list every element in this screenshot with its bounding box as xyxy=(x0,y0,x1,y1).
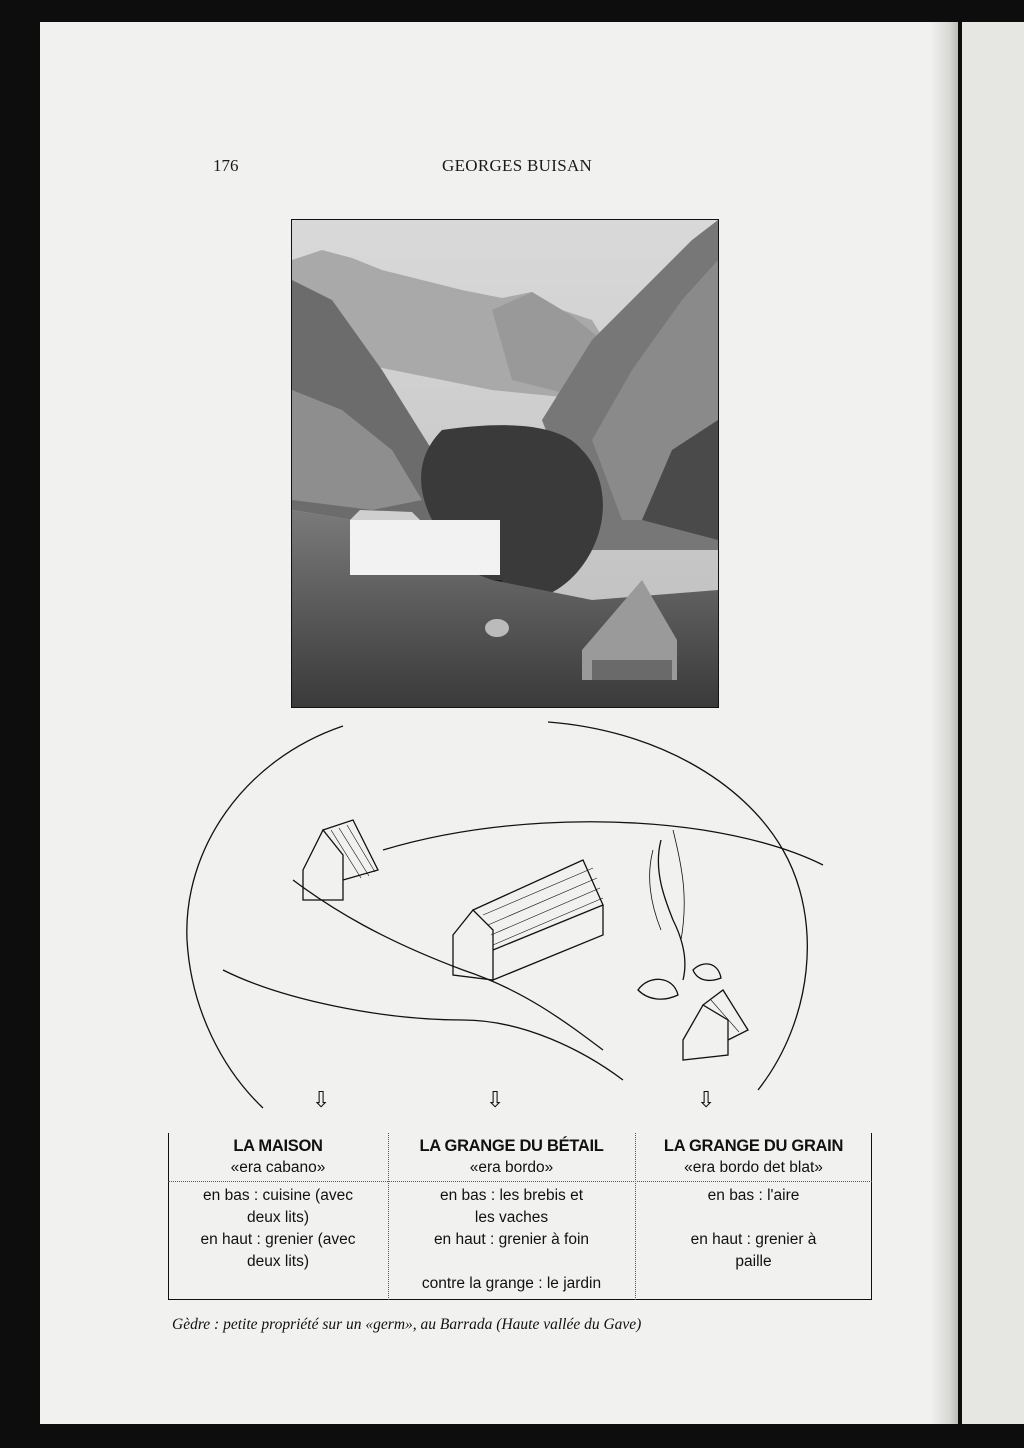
buildings-table xyxy=(168,1133,872,1300)
facing-page-edge xyxy=(962,22,1024,1424)
column-title: LA GRANGE DU BÉTAIL xyxy=(419,1137,604,1155)
column-header-maison xyxy=(168,1137,388,1177)
down-arrow-icon: ⇩ xyxy=(312,1088,331,1113)
column-body-grange-grain xyxy=(635,1185,872,1207)
mountain-valley-photo xyxy=(291,219,719,708)
cell-line: en haut : grenier à xyxy=(690,1231,817,1248)
column-subtitle: «era bordo» xyxy=(469,1159,554,1176)
column-note-grange-grain xyxy=(635,1229,872,1273)
cell-line: paille xyxy=(735,1253,772,1270)
cell-line: les vaches xyxy=(474,1209,549,1226)
down-arrow-icon: ⇩ xyxy=(697,1088,716,1113)
cell-line: en bas : les brebis et xyxy=(439,1187,584,1204)
column-header-grange-grain xyxy=(635,1137,872,1177)
column-subtitle: «era cabano» xyxy=(230,1159,326,1176)
book-gutter xyxy=(930,22,958,1424)
column-title: LA MAISON xyxy=(233,1137,323,1155)
cell-line: deux lits) xyxy=(246,1253,310,1270)
column-subtitle: «era bordo det blat» xyxy=(684,1159,823,1176)
cell-line: en bas : l'aire xyxy=(707,1187,800,1204)
column-title: LA GRANGE DU GRAIN xyxy=(663,1137,844,1155)
down-arrow-icon: ⇩ xyxy=(486,1088,505,1113)
page-number: 176 xyxy=(213,156,239,175)
cell-line: en bas : cuisine (avec xyxy=(203,1187,353,1204)
cell-line: deux lits) xyxy=(246,1209,310,1226)
column-body-grange-betail xyxy=(388,1185,635,1251)
figure-caption: Gèdre : petite propriété sur un «germ», au Barrada (Haute vallée du Gave) xyxy=(172,1316,642,1333)
table-divider-h xyxy=(168,1181,872,1182)
cell-line: en haut : grenier à foin xyxy=(433,1231,590,1248)
cell-line: contre la grange : le jardin xyxy=(421,1275,602,1292)
hamlet-sketch xyxy=(183,720,839,1120)
cell-line: en haut : grenier (avec xyxy=(200,1231,356,1248)
column-note-grange-betail xyxy=(388,1273,635,1295)
column-body-maison xyxy=(168,1185,388,1273)
table-border-bottom xyxy=(168,1299,872,1300)
running-head-author: GEORGES BUISAN xyxy=(442,156,593,175)
column-header-grange-betail xyxy=(388,1137,635,1177)
